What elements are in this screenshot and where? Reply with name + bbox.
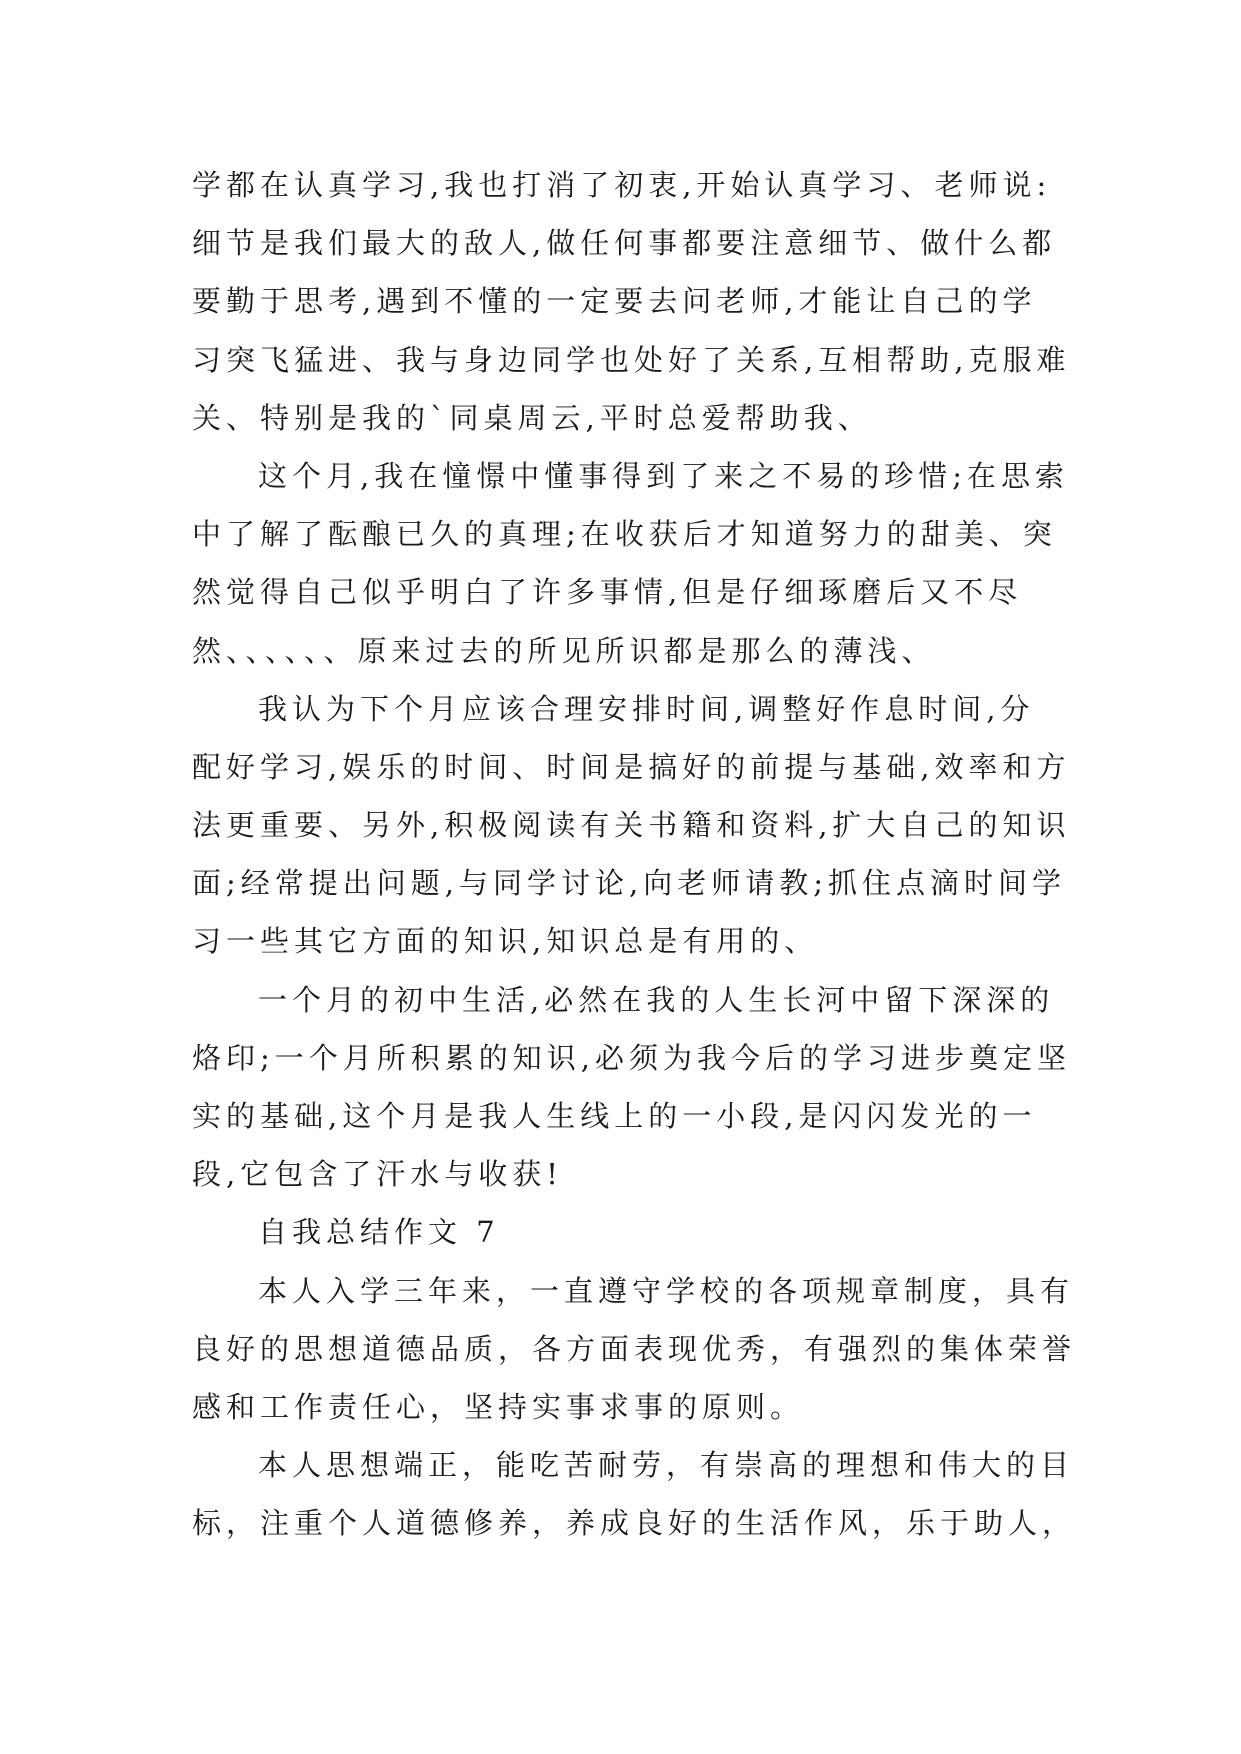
text-line: 然、、、、、、原来过去的所见所识都是那么的薄浅、 (192, 633, 936, 668)
text-line: 中了解了酝酿已久的真理;在收获后才知道努力的甜美、突 (192, 517, 1057, 552)
text-line: 关、特别是我的`同桌周云,平时总爱帮助我、 (192, 400, 872, 435)
text-line: 要勤于思考,遇到不懂的一定要去问老师,才能让自己的学 (192, 284, 1037, 319)
text-line: 学都在认真学习,我也打消了初衷,开始认真学习、老师说: (192, 168, 1052, 202)
paragraph-first-line: 我认为下个月应该合理安排时间,调整好作息时间,分 (258, 691, 1035, 726)
text-line: 良好的思想道德品质，各方面表现优秀，有强烈的集体荣誉 (192, 1331, 1077, 1366)
text-line: 感和工作责任心，坚持实事求事的原则。 (192, 1389, 805, 1424)
text-line: 面;经常提出问题,与同学讨论,向老师请教;抓住点滴时间学 (192, 866, 1066, 901)
text-line: 然觉得自己似乎明白了许多事情,但是仔细琢磨后又不尽 (192, 575, 1023, 610)
document-body (192, 156, 1077, 1553)
paragraph-first-line: 一个月的初中生活,必然在我的人生长河中留下深深的 (258, 982, 1055, 1017)
text-line: 段,它包含了汗水与收获! (192, 1157, 563, 1192)
paragraph-first-line: 本人思想端正，能吃苦耐劳，有崇高的理想和伟大的目 (258, 1448, 1075, 1483)
text-line: 标，注重个人道德修养，养成良好的生活作风，乐于助人， (192, 1506, 1077, 1541)
text-line: 法更重要、另外,积极阅读有关书籍和资料,扩大自己的知识 (192, 808, 1071, 843)
paragraph-first-line: 这个月,我在憧憬中懂事得到了来之不易的珍惜;在思索 (258, 458, 1069, 493)
text-line: 习一些其它方面的知识,知识总是有用的、 (192, 924, 819, 959)
text-line: 配好学习,娱乐的时间、时间是搞好的前提与基础,效率和方 (192, 749, 1071, 784)
text-line: 习突飞猛进、我与身边同学也处好了关系,互相帮助,克服难 (192, 342, 1071, 377)
text-line: 实的基础,这个月是我人生线上的一小段,是闪闪发光的一 (192, 1099, 1037, 1133)
text-line: 细节是我们最大的敌人,做任何事都要注意细节、做什么都 (192, 226, 1057, 261)
paragraph-first-line: 本人入学三年来，一直遵守学校的各项规章制度，具有 (258, 1273, 1075, 1308)
text-line: 烙印;一个月所积累的知识,必须为我今后的学习进步奠定坚 (192, 1040, 1071, 1075)
section-heading: 自我总结作文 7 (258, 1215, 500, 1250)
